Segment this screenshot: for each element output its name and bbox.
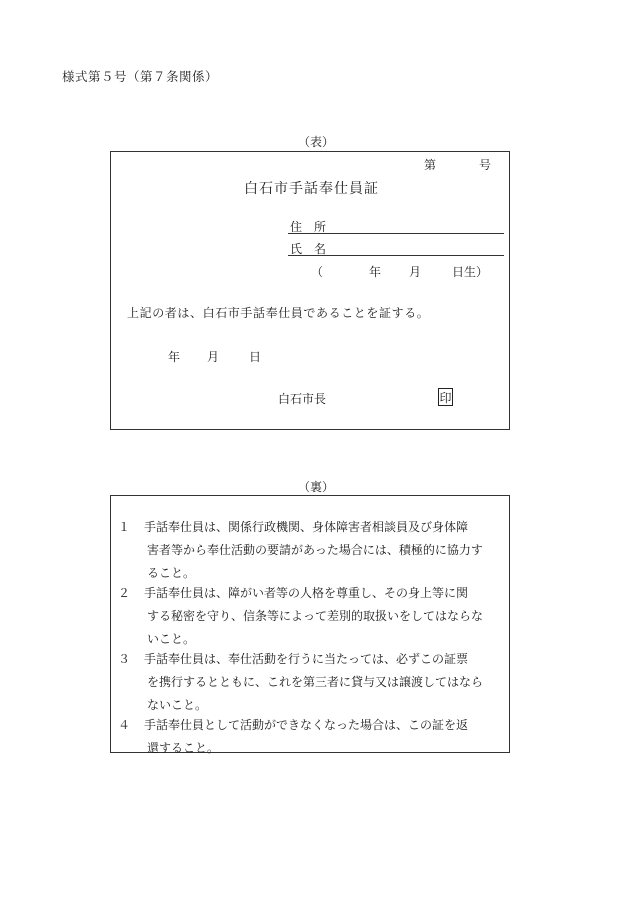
rule-text-line: 手話奉仕員は、関係行政機関、身体障害者相談員及び身体障 [144,520,469,534]
rule-number: １ [118,520,131,534]
front-side-label: （表） [298,135,335,149]
rule-text-line: を携行するとともに、これを第三者に貸与又は譲渡してはなら [147,675,484,689]
birthdate-month-label: 月 [409,265,422,279]
rule-number: ４ [118,718,131,732]
seal-box: 印 [438,388,453,406]
birthdate-open-paren: （ [311,265,324,279]
rule-text-line: 害者等から奉仕活動の要請があった場合には、積極的に協力す [147,543,483,557]
card-number-prefix: 第 [424,158,437,172]
rule-text-line: 手話奉仕員は、奉仕活動を行うに当たっては、必ずこの証票 [144,652,469,666]
rule-text-line: する秘密を守り、信条等によって差別的取扱いをしてはならな [147,609,484,623]
issue-date-year-label: 年 [168,350,181,364]
back-side-label: （裏） [298,480,335,494]
rule-text-line: ること。 [147,566,196,580]
card-front [110,151,510,430]
rule-item [118,582,504,651]
issue-date-month-label: 月 [207,350,220,364]
rule-item [118,648,504,717]
card-title: 白石市手話奉仕員証 [244,181,379,197]
address-label: 住 所 [290,220,327,234]
card-back [110,495,510,753]
rule-text-line: 手話奉仕員として活動ができなくなった場合は、この証を返 [144,718,469,732]
rule-text-line: 還すること。 [147,741,220,755]
birthdate-day-label: 日生） [452,265,489,279]
issue-date-day-label: 日 [249,350,262,364]
birthdate-year-label: 年 [369,265,382,279]
rule-number: ３ [118,652,131,666]
mayor-title: 白石市長 [278,392,327,406]
card-number-suffix: 号 [479,158,492,172]
certification-statement: 上記の者は、白石市手話奉仕員であることを証する。 [127,306,430,320]
rule-item [118,516,504,585]
address-field [288,217,504,234]
rule-text-line: ないこと。 [147,698,208,712]
rule-text-line: 手話奉仕員は、障がい者等の人格を尊重し、その身上等に関 [144,586,469,600]
name-field [288,239,504,256]
rule-number: ２ [118,586,131,600]
rule-text-line: いこと。 [147,632,196,646]
form-number-label: 様式第５号（第７条関係） [62,69,219,84]
name-label: 氏 名 [290,242,327,256]
rule-item [118,714,504,760]
